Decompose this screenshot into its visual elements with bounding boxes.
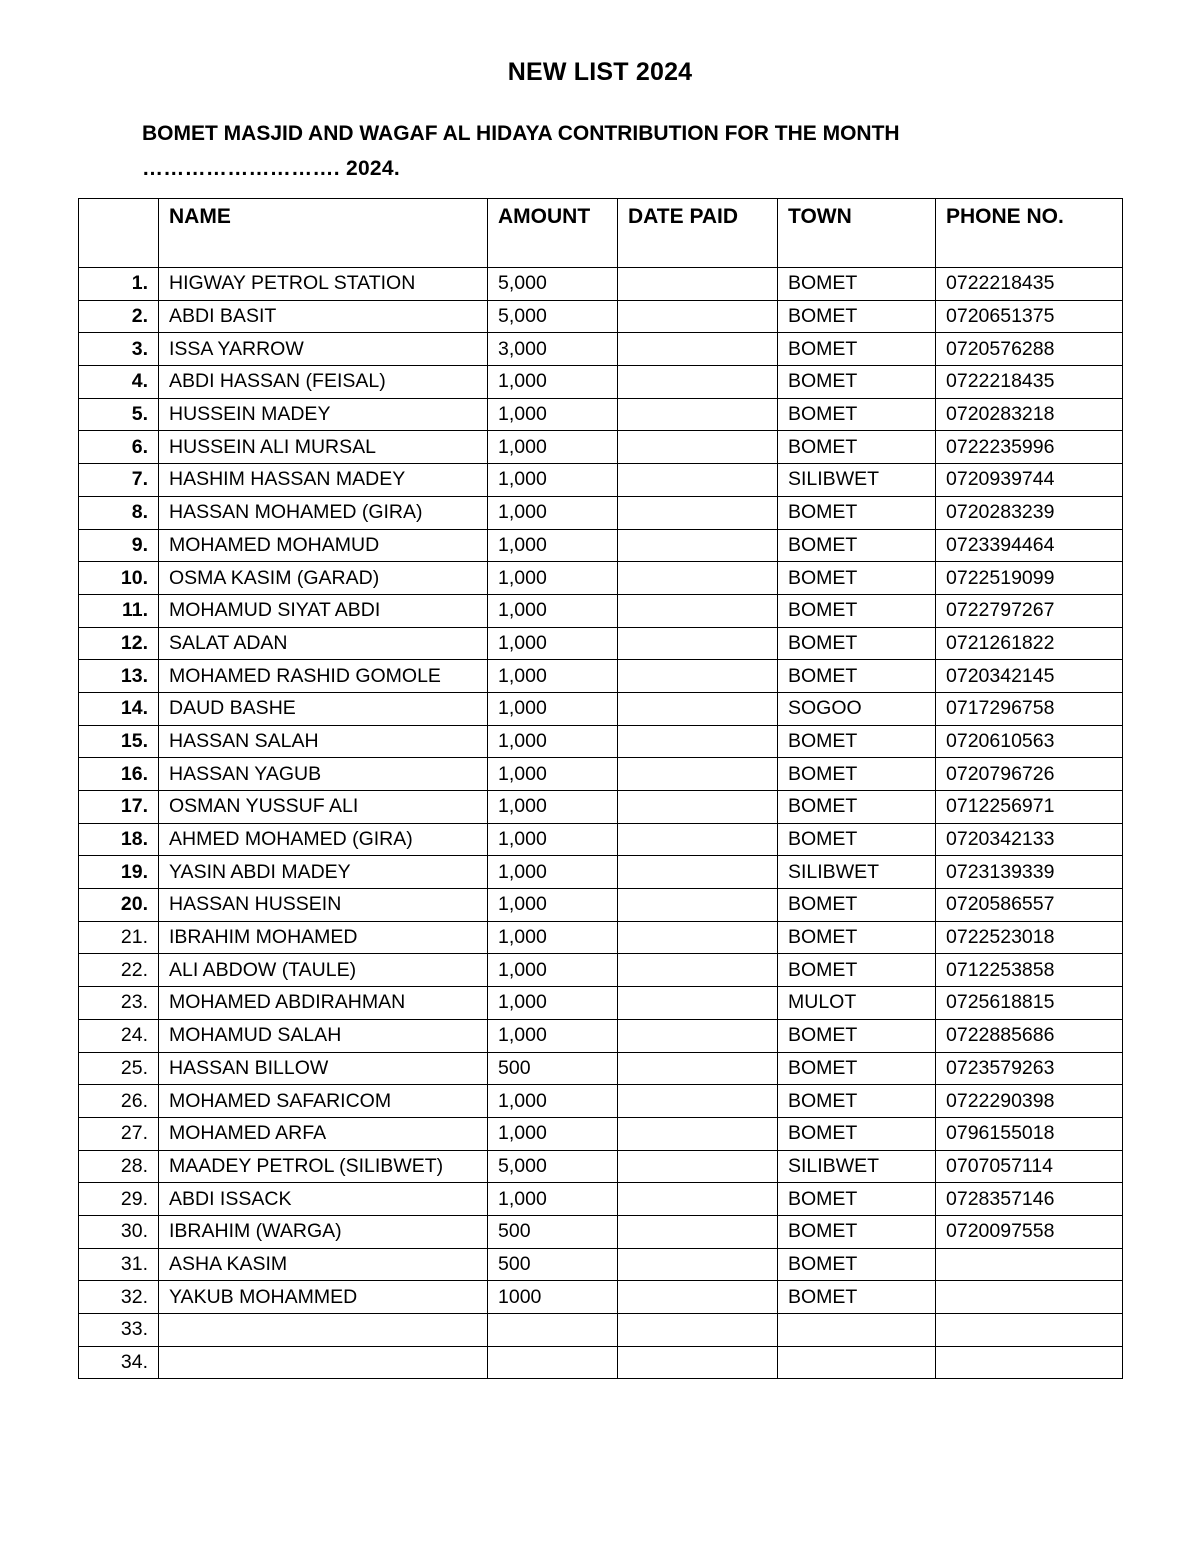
table-row (79, 562, 1123, 595)
phone-cell: 0707057114 (936, 1150, 1123, 1183)
table-row (79, 333, 1123, 366)
town-cell: BOMET (778, 889, 936, 922)
table-row (79, 725, 1123, 758)
table-row (79, 366, 1123, 399)
contributor-name: HASSAN BILLOW (159, 1052, 488, 1085)
table-row (79, 1281, 1123, 1314)
contributor-name: MAADEY PETROL (SILIBWET) (159, 1150, 488, 1183)
phone-cell: 0720342133 (936, 823, 1123, 856)
row-number: 31. (79, 1248, 159, 1281)
row-number: 16. (79, 758, 159, 791)
row-number: 21. (79, 921, 159, 954)
row-number: 24. (79, 1019, 159, 1052)
amount-cell: 500 (488, 1052, 618, 1085)
date-paid-cell (618, 823, 778, 856)
phone-cell (936, 1346, 1123, 1379)
phone-cell: 0720283239 (936, 496, 1123, 529)
phone-cell (936, 1314, 1123, 1347)
contributor-name: ISSA YARROW (159, 333, 488, 366)
phone-cell: 0722235996 (936, 431, 1123, 464)
phone-cell: 0722218435 (936, 268, 1123, 301)
row-number: 19. (79, 856, 159, 889)
phone-cell: 0728357146 (936, 1183, 1123, 1216)
amount-cell: 1,000 (488, 987, 618, 1020)
row-number: 28. (79, 1150, 159, 1183)
date-paid-cell (618, 1314, 778, 1347)
amount-cell: 1,000 (488, 725, 618, 758)
date-paid-cell (618, 1019, 778, 1052)
header-date-paid: DATE PAID (618, 199, 778, 268)
amount-cell: 1000 (488, 1281, 618, 1314)
amount-cell: 1,000 (488, 529, 618, 562)
date-paid-cell (618, 954, 778, 987)
row-number: 8. (79, 496, 159, 529)
table-row (79, 1183, 1123, 1216)
town-cell: BOMET (778, 1085, 936, 1118)
row-number: 26. (79, 1085, 159, 1118)
phone-cell: 0722797267 (936, 594, 1123, 627)
date-paid-cell (618, 496, 778, 529)
date-paid-cell (618, 366, 778, 399)
row-number: 22. (79, 954, 159, 987)
phone-cell: 0720610563 (936, 725, 1123, 758)
table-row (79, 889, 1123, 922)
phone-cell: 0720342145 (936, 660, 1123, 693)
contributor-name: ALI ABDOW (TAULE) (159, 954, 488, 987)
amount-cell: 1,000 (488, 627, 618, 660)
contributor-name: HASSAN MOHAMED (GIRA) (159, 496, 488, 529)
town-cell: MULOT (778, 987, 936, 1020)
contributor-name: IBRAHIM (WARGA) (159, 1215, 488, 1248)
table-row (79, 692, 1123, 725)
date-paid-cell (618, 692, 778, 725)
document-subtitle (142, 116, 1102, 186)
town-cell: BOMET (778, 1117, 936, 1150)
contributor-name: MOHAMED SAFARICOM (159, 1085, 488, 1118)
row-number: 15. (79, 725, 159, 758)
header-name: NAME (159, 199, 488, 268)
date-paid-cell (618, 627, 778, 660)
town-cell: BOMET (778, 1281, 936, 1314)
phone-cell: 0720651375 (936, 300, 1123, 333)
phone-cell: 0725618815 (936, 987, 1123, 1020)
table-row (79, 431, 1123, 464)
amount-cell: 1,000 (488, 496, 618, 529)
contributor-name: OSMAN YUSSUF ALI (159, 791, 488, 824)
header-phone: PHONE NO. (936, 199, 1123, 268)
town-cell: BOMET (778, 921, 936, 954)
table-row (79, 496, 1123, 529)
phone-cell: 0723139339 (936, 856, 1123, 889)
town-cell: BOMET (778, 791, 936, 824)
row-number: 17. (79, 791, 159, 824)
date-paid-cell (618, 725, 778, 758)
row-number: 2. (79, 300, 159, 333)
amount-cell: 1,000 (488, 1117, 618, 1150)
date-paid-cell (618, 464, 778, 497)
contributor-name: SALAT ADAN (159, 627, 488, 660)
date-paid-cell (618, 333, 778, 366)
table-row (79, 954, 1123, 987)
date-paid-cell (618, 758, 778, 791)
date-paid-cell (618, 1281, 778, 1314)
contributor-name (159, 1314, 488, 1347)
phone-cell: 0720939744 (936, 464, 1123, 497)
date-paid-cell (618, 1183, 778, 1216)
town-cell: BOMET (778, 1183, 936, 1216)
row-number: 3. (79, 333, 159, 366)
contributor-name: MOHAMED RASHID GOMOLE (159, 660, 488, 693)
town-cell: BOMET (778, 594, 936, 627)
contributor-name: ABDI BASIT (159, 300, 488, 333)
table-row (79, 1019, 1123, 1052)
town-cell: BOMET (778, 1248, 936, 1281)
date-paid-cell (618, 594, 778, 627)
date-paid-cell (618, 987, 778, 1020)
table-row (79, 987, 1123, 1020)
date-paid-cell (618, 300, 778, 333)
contributor-name: HASSAN HUSSEIN (159, 889, 488, 922)
phone-cell: 0722218435 (936, 366, 1123, 399)
table-row (79, 398, 1123, 431)
phone-cell: 0722523018 (936, 921, 1123, 954)
town-cell: BOMET (778, 954, 936, 987)
amount-cell: 1,000 (488, 431, 618, 464)
date-paid-cell (618, 1346, 778, 1379)
phone-cell: 0722290398 (936, 1085, 1123, 1118)
row-number: 20. (79, 889, 159, 922)
amount-cell: 5,000 (488, 300, 618, 333)
row-number: 10. (79, 562, 159, 595)
amount-cell (488, 1314, 618, 1347)
date-paid-cell (618, 1248, 778, 1281)
amount-cell: 1,000 (488, 823, 618, 856)
town-cell: BOMET (778, 1019, 936, 1052)
phone-cell: 0712253858 (936, 954, 1123, 987)
table-row (79, 529, 1123, 562)
amount-cell: 1,000 (488, 1019, 618, 1052)
phone-cell: 0722519099 (936, 562, 1123, 595)
amount-cell: 3,000 (488, 333, 618, 366)
row-number: 29. (79, 1183, 159, 1216)
town-cell: SILIBWET (778, 856, 936, 889)
table-row (79, 1215, 1123, 1248)
phone-cell: 0722885686 (936, 1019, 1123, 1052)
table-row (79, 791, 1123, 824)
contributor-name: MOHAMED MOHAMUD (159, 529, 488, 562)
date-paid-cell (618, 889, 778, 922)
contribution-table (78, 198, 1123, 1379)
contributor-name: MOHAMED ARFA (159, 1117, 488, 1150)
row-number: 4. (79, 366, 159, 399)
town-cell: BOMET (778, 758, 936, 791)
phone-cell: 0720576288 (936, 333, 1123, 366)
town-cell: BOMET (778, 562, 936, 595)
row-number: 6. (79, 431, 159, 464)
contributor-name: HUSSEIN ALI MURSAL (159, 431, 488, 464)
date-paid-cell (618, 1215, 778, 1248)
row-number: 13. (79, 660, 159, 693)
amount-cell: 1,000 (488, 594, 618, 627)
table-row (79, 268, 1123, 301)
town-cell: BOMET (778, 268, 936, 301)
amount-cell: 1,000 (488, 954, 618, 987)
date-paid-cell (618, 660, 778, 693)
table-row (79, 627, 1123, 660)
amount-cell: 1,000 (488, 692, 618, 725)
contributor-name: HUSSEIN MADEY (159, 398, 488, 431)
contributor-name: MOHAMED ABDIRAHMAN (159, 987, 488, 1020)
row-number: 5. (79, 398, 159, 431)
contributor-name: IBRAHIM MOHAMED (159, 921, 488, 954)
row-number: 11. (79, 594, 159, 627)
subtitle-line-2: ………………………. 2024. (142, 157, 401, 180)
row-number: 7. (79, 464, 159, 497)
contributor-name: MOHAMUD SIYAT ABDI (159, 594, 488, 627)
amount-cell: 1,000 (488, 889, 618, 922)
phone-cell: 0720586557 (936, 889, 1123, 922)
town-cell: BOMET (778, 660, 936, 693)
phone-cell: 0720796726 (936, 758, 1123, 791)
table-row (79, 660, 1123, 693)
amount-cell: 1,000 (488, 856, 618, 889)
contributor-name: ABDI HASSAN (FEISAL) (159, 366, 488, 399)
row-number: 30. (79, 1215, 159, 1248)
amount-cell: 5,000 (488, 1150, 618, 1183)
town-cell: BOMET (778, 725, 936, 758)
row-number: 18. (79, 823, 159, 856)
amount-cell: 1,000 (488, 1183, 618, 1216)
table-row (79, 1117, 1123, 1150)
phone-cell: 0717296758 (936, 692, 1123, 725)
contributor-name: HASSAN YAGUB (159, 758, 488, 791)
phone-cell: 0720283218 (936, 398, 1123, 431)
town-cell: SILIBWET (778, 1150, 936, 1183)
contributor-name: HASSAN SALAH (159, 725, 488, 758)
date-paid-cell (618, 431, 778, 464)
amount-cell: 1,000 (488, 398, 618, 431)
town-cell: BOMET (778, 1052, 936, 1085)
phone-cell: 0723579263 (936, 1052, 1123, 1085)
amount-cell: 1,000 (488, 758, 618, 791)
contributor-name: DAUD BASHE (159, 692, 488, 725)
town-cell: BOMET (778, 431, 936, 464)
date-paid-cell (618, 856, 778, 889)
row-number: 14. (79, 692, 159, 725)
town-cell: BOMET (778, 398, 936, 431)
table-header-row (79, 199, 1123, 268)
phone-cell: 0712256971 (936, 791, 1123, 824)
header-amount: AMOUNT (488, 199, 618, 268)
phone-cell (936, 1281, 1123, 1314)
contributor-name: HASHIM HASSAN MADEY (159, 464, 488, 497)
amount-cell: 1,000 (488, 921, 618, 954)
date-paid-cell (618, 1117, 778, 1150)
amount-cell: 500 (488, 1248, 618, 1281)
town-cell: BOMET (778, 529, 936, 562)
phone-cell: 0720097558 (936, 1215, 1123, 1248)
table-body (79, 268, 1123, 1379)
amount-cell: 5,000 (488, 268, 618, 301)
amount-cell: 1,000 (488, 1085, 618, 1118)
town-cell: BOMET (778, 823, 936, 856)
table-row (79, 1085, 1123, 1118)
date-paid-cell (618, 921, 778, 954)
contributor-name: MOHAMUD SALAH (159, 1019, 488, 1052)
table-row (79, 1346, 1123, 1379)
town-cell: BOMET (778, 627, 936, 660)
date-paid-cell (618, 1150, 778, 1183)
town-cell: BOMET (778, 366, 936, 399)
date-paid-cell (618, 398, 778, 431)
row-number: 34. (79, 1346, 159, 1379)
town-cell: BOMET (778, 333, 936, 366)
table-row (79, 300, 1123, 333)
date-paid-cell (618, 268, 778, 301)
contributor-name: ASHA KASIM (159, 1248, 488, 1281)
town-cell: BOMET (778, 300, 936, 333)
table-row (79, 758, 1123, 791)
table-row (79, 464, 1123, 497)
contributor-name: YAKUB MOHAMMED (159, 1281, 488, 1314)
table-row (79, 921, 1123, 954)
town-cell (778, 1314, 936, 1347)
table-row (79, 1314, 1123, 1347)
date-paid-cell (618, 1085, 778, 1118)
contributor-name: AHMED MOHAMED (GIRA) (159, 823, 488, 856)
table-row (79, 1150, 1123, 1183)
phone-cell: 0723394464 (936, 529, 1123, 562)
table-row (79, 1052, 1123, 1085)
amount-cell: 1,000 (488, 791, 618, 824)
row-number: 9. (79, 529, 159, 562)
contributor-name (159, 1346, 488, 1379)
table-row (79, 1248, 1123, 1281)
amount-cell: 500 (488, 1215, 618, 1248)
date-paid-cell (618, 562, 778, 595)
table-row (79, 823, 1123, 856)
row-number: 1. (79, 268, 159, 301)
row-number: 33. (79, 1314, 159, 1347)
date-paid-cell (618, 791, 778, 824)
amount-cell: 1,000 (488, 660, 618, 693)
row-number: 12. (79, 627, 159, 660)
amount-cell: 1,000 (488, 562, 618, 595)
phone-cell (936, 1248, 1123, 1281)
contributor-name: YASIN ABDI MADEY (159, 856, 488, 889)
table-row (79, 594, 1123, 627)
header-number (79, 199, 159, 268)
page-title: NEW LIST 2024 (507, 58, 693, 86)
phone-cell: 0721261822 (936, 627, 1123, 660)
contributor-name: HIGWAY PETROL STATION (159, 268, 488, 301)
town-cell: BOMET (778, 496, 936, 529)
row-number: 32. (79, 1281, 159, 1314)
town-cell: SILIBWET (778, 464, 936, 497)
amount-cell (488, 1346, 618, 1379)
table-row (79, 856, 1123, 889)
contributor-name: OSMA KASIM (GARAD) (159, 562, 488, 595)
row-number: 27. (79, 1117, 159, 1150)
amount-cell: 1,000 (488, 464, 618, 497)
town-cell: SOGOO (778, 692, 936, 725)
subtitle-line-1: BOMET MASJID AND WAGAF AL HIDAYA CONTRIBUTION FOR THE MONTH (142, 122, 900, 145)
amount-cell: 1,000 (488, 366, 618, 399)
date-paid-cell (618, 529, 778, 562)
phone-cell: 0796155018 (936, 1117, 1123, 1150)
row-number: 25. (79, 1052, 159, 1085)
header-town: TOWN (778, 199, 936, 268)
town-cell: BOMET (778, 1215, 936, 1248)
town-cell (778, 1346, 936, 1379)
date-paid-cell (618, 1052, 778, 1085)
row-number: 23. (79, 987, 159, 1020)
contributor-name: ABDI ISSACK (159, 1183, 488, 1216)
